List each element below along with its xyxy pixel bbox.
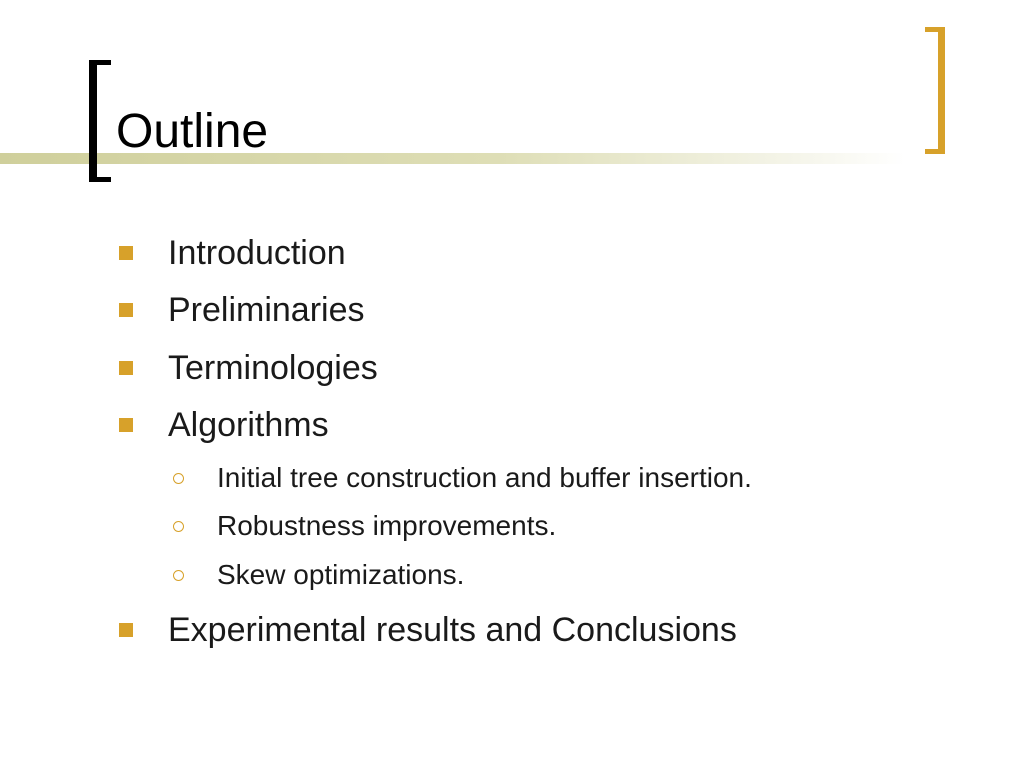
sub-bullet-text: Skew optimizations. (217, 559, 465, 590)
bullet-item-experimental-results (118, 610, 737, 650)
circle-bullet-icon (170, 567, 186, 583)
bullet-text: Introduction (168, 234, 346, 272)
bullet-item-introduction (118, 233, 346, 273)
bullet-item-algorithms (118, 405, 329, 445)
square-bullet-icon (118, 360, 134, 376)
sub-bullet-item-initial-tree (170, 461, 752, 495)
circle-bullet-icon (170, 470, 186, 486)
bullet-text: Algorithms (168, 406, 329, 444)
sub-bullet-item-skew (170, 558, 464, 592)
bullet-item-preliminaries (118, 290, 365, 330)
sub-bullet-text: Initial tree construction and buffer insertion. (217, 462, 752, 493)
bullet-item-terminologies (118, 348, 378, 388)
square-bullet-icon (118, 245, 134, 261)
bullet-text: Preliminaries (168, 291, 365, 329)
sub-bullet-text: Robustness improvements. (217, 510, 557, 541)
sub-bullet-item-robustness (170, 509, 556, 543)
circle-bullet-icon (170, 518, 186, 534)
square-bullet-icon (118, 417, 134, 433)
bullet-text: Terminologies (168, 349, 378, 387)
bullet-text: Experimental results and Conclusions (168, 611, 737, 649)
square-bullet-icon (118, 302, 134, 318)
square-bullet-icon (118, 622, 134, 638)
slide-title: Outline (116, 105, 269, 158)
